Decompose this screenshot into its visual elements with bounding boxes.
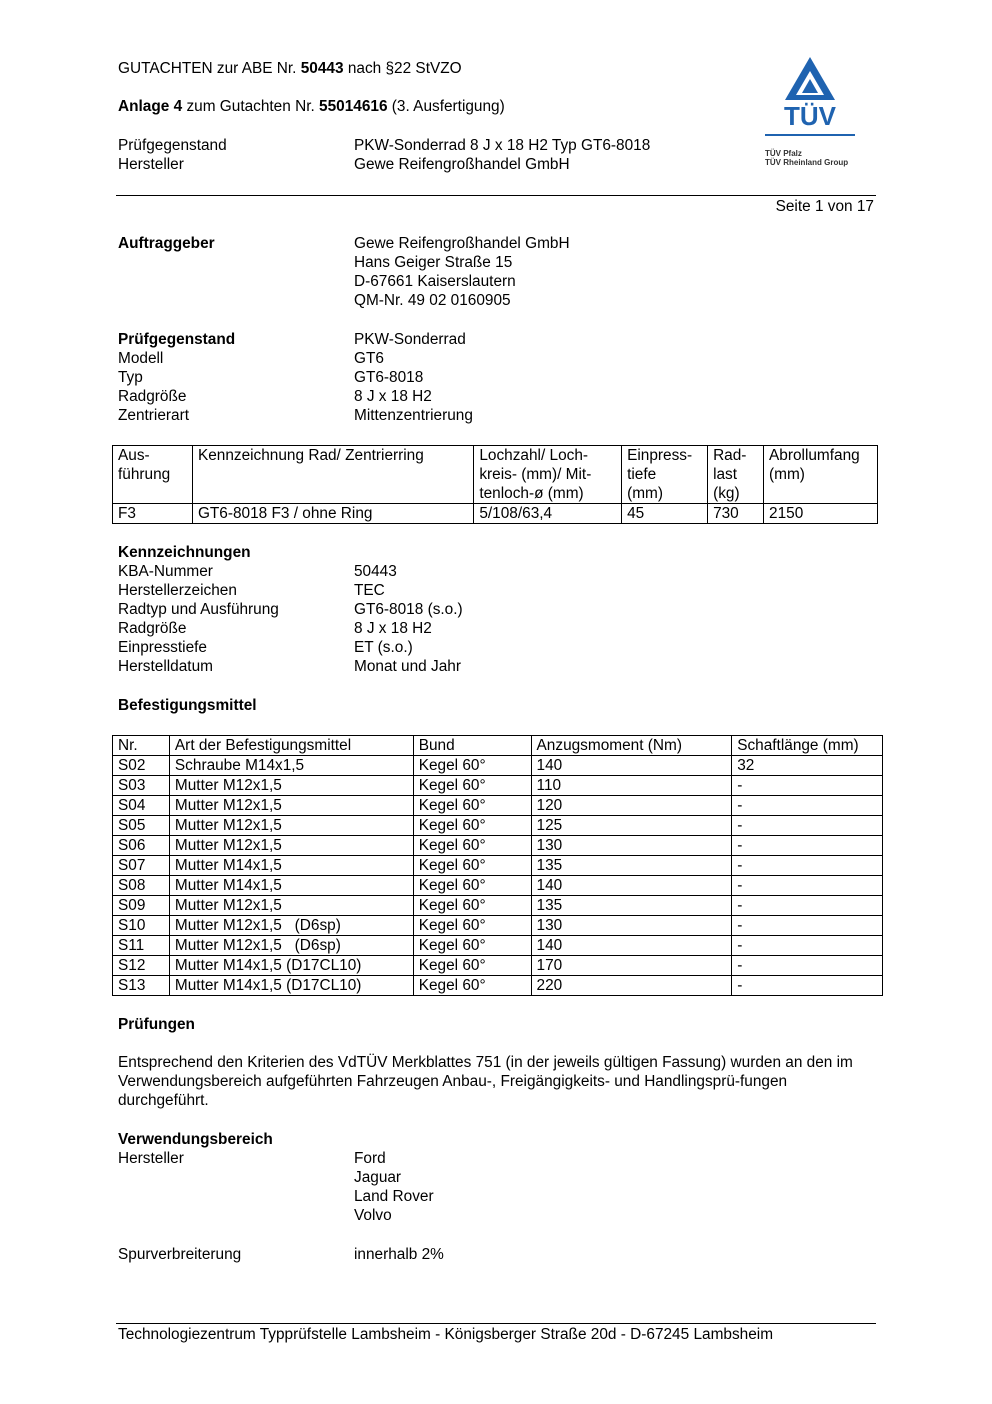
- footer-text: Technologiezentrum Typprüfstelle Lambsheim - Königsberger Straße 20d - D-67245 Lambsheim: [118, 1326, 774, 1343]
- hersteller-item: Volvo: [354, 1207, 392, 1224]
- auftraggeber-label: Auftraggeber: [118, 235, 215, 252]
- tuv-triangle-icon: [760, 54, 860, 104]
- verwendungsbereich-hersteller-label: Hersteller: [118, 1150, 184, 1167]
- header-hersteller-label: Hersteller: [118, 156, 184, 173]
- table-header-cell: Kennzeichnung Rad/ Zentrierring: [192, 446, 473, 504]
- table-header-row: [113, 446, 878, 504]
- table-row: [113, 876, 883, 896]
- table-cell: 110: [531, 776, 732, 796]
- table-cell: Mutter M12x1,5 (D6sp): [169, 916, 413, 936]
- table-cell: S10: [113, 916, 170, 936]
- table-cell: F3: [113, 504, 193, 524]
- hersteller-item: Jaguar: [354, 1169, 402, 1186]
- table-cell: S03: [113, 776, 170, 796]
- table-cell: Mutter M12x1,5 (D6sp): [169, 936, 413, 956]
- kv-row: Einpresstiefe ET (s.o.): [118, 639, 413, 656]
- table-cell: Mutter M12x1,5: [169, 836, 413, 856]
- table-cell: Mutter M14x1,5 (D17CL10): [169, 956, 413, 976]
- table-cell: Mutter M12x1,5: [169, 776, 413, 796]
- befestigung-table-body: [113, 756, 883, 996]
- table-cell: Kegel 60°: [413, 876, 531, 896]
- table-cell: 135: [531, 896, 732, 916]
- kv-row: Prüfgegenstand PKW-Sonderrad: [118, 331, 466, 348]
- table-cell: Kegel 60°: [413, 836, 531, 856]
- table-row: [113, 776, 883, 796]
- table-cell: S11: [113, 936, 170, 956]
- table-cell: Schraube M14x1,5: [169, 756, 413, 776]
- auftraggeber-line: QM-Nr. 49 02 0160905: [354, 292, 511, 309]
- table-cell: 130: [531, 916, 732, 936]
- kv-row: Herstelldatum Monat und Jahr: [118, 658, 461, 675]
- verwendungsbereich-title: Verwendungsbereich: [118, 1131, 273, 1148]
- kv-row: Herstellerzeichen TEC: [118, 582, 385, 599]
- table-cell: 125: [531, 816, 732, 836]
- table-cell: Mutter M12x1,5: [169, 816, 413, 836]
- spurverbreiterung-value: innerhalb 2%: [354, 1246, 444, 1263]
- table-row: [113, 936, 883, 956]
- tuv-logo: [760, 54, 860, 172]
- table-header-cell: Abrollumfang (mm): [764, 446, 878, 504]
- table-cell: 140: [531, 756, 732, 776]
- table-header-row: [113, 736, 883, 756]
- hersteller-item: Ford: [354, 1150, 386, 1167]
- table-cell: Kegel 60°: [413, 976, 531, 996]
- table-cell: 220: [531, 976, 732, 996]
- table-cell: -: [732, 956, 883, 976]
- table-row: [113, 756, 883, 776]
- table-cell: Mutter M12x1,5: [169, 896, 413, 916]
- table-cell: S07: [113, 856, 170, 876]
- auftraggeber-line: Hans Geiger Straße 15: [354, 254, 513, 271]
- kv-row: Modell GT6: [118, 350, 384, 367]
- table-header-cell: Rad- last (kg): [708, 446, 764, 504]
- table-cell: -: [732, 876, 883, 896]
- table-cell: 135: [531, 856, 732, 876]
- table-cell: -: [732, 916, 883, 936]
- table-header-cell: Art der Befestigungsmittel: [169, 736, 413, 756]
- table-cell: S08: [113, 876, 170, 896]
- table-cell: Kegel 60°: [413, 756, 531, 776]
- table-cell: S12: [113, 956, 170, 976]
- header-rule: [116, 195, 876, 196]
- table-cell: S13: [113, 976, 170, 996]
- table-cell: Kegel 60°: [413, 916, 531, 936]
- table-row: [113, 916, 883, 936]
- doc-title-line: GUTACHTEN zur ABE Nr. 50443 nach §22 StVZO: [118, 60, 462, 77]
- table-header-cell: Schaftlänge (mm): [732, 736, 883, 756]
- tuv-logo-sub2: TÜV Rheinland Group: [765, 158, 849, 167]
- table-cell: Mutter M12x1,5: [169, 796, 413, 816]
- tuv-logo-text: TÜV: [784, 101, 836, 131]
- page-info: Seite 1 von 17: [775, 198, 874, 215]
- table-cell: -: [732, 936, 883, 956]
- table-cell: 130: [531, 836, 732, 856]
- table-cell: Mutter M14x1,5: [169, 876, 413, 896]
- table-header-cell: Anzugsmoment (Nm): [531, 736, 732, 756]
- kv-row: Typ GT6-8018: [118, 369, 424, 386]
- header-hersteller-value: Gewe Reifengroßhandel GmbH: [354, 156, 570, 173]
- table-cell: 2150: [764, 504, 878, 524]
- ausfuehrung-table: [112, 445, 878, 524]
- pruefgegenstand-block: [118, 330, 473, 425]
- table-cell: Kegel 60°: [413, 896, 531, 916]
- kv-row: Radgröße 8 J x 18 H2: [118, 388, 432, 405]
- table-cell: Kegel 60°: [413, 776, 531, 796]
- table-cell: S05: [113, 816, 170, 836]
- table-cell: Kegel 60°: [413, 796, 531, 816]
- table-cell: Mutter M14x1,5: [169, 856, 413, 876]
- table-cell: GT6-8018 F3 / ohne Ring: [192, 504, 473, 524]
- table-row: [113, 836, 883, 856]
- table-cell: -: [732, 976, 883, 996]
- table-cell: 120: [531, 796, 732, 816]
- table-cell: 730: [708, 504, 764, 524]
- table-cell: Kegel 60°: [413, 856, 531, 876]
- table-cell: 140: [531, 876, 732, 896]
- table-cell: Mutter M14x1,5 (D17CL10): [169, 976, 413, 996]
- header-pruefgegenstand-value: PKW-Sonderrad 8 J x 18 H2 Typ GT6-8018: [354, 137, 651, 154]
- header-pruefgegenstand-label: Prüfgegenstand: [118, 137, 227, 154]
- table-header-cell: Nr.: [113, 736, 170, 756]
- table-cell: 32: [732, 756, 883, 776]
- table-header-cell: Lochzahl/ Loch- kreis- (mm)/ Mit- tenloch-ø (mm): [474, 446, 622, 504]
- table-row: [113, 956, 883, 976]
- table-cell: -: [732, 796, 883, 816]
- tuv-logo-sub1: TÜV Pfalz: [765, 149, 802, 158]
- table-cell: S04: [113, 796, 170, 816]
- kv-row: Zentrierart Mittenzentrierung: [118, 407, 473, 424]
- attachment-line: Anlage 4 zum Gutachten Nr. 55014616 (3. Ausfertigung): [118, 98, 505, 115]
- table-cell: -: [732, 856, 883, 876]
- hersteller-item: Land Rover: [354, 1188, 434, 1205]
- kennzeichnungen-block: [118, 543, 463, 676]
- table-row: [113, 976, 883, 996]
- kv-row: Radgröße 8 J x 18 H2: [118, 620, 432, 637]
- pruefungen-title: Prüfungen: [118, 1016, 195, 1033]
- auftraggeber-line: Gewe Reifengroßhandel GmbH: [354, 235, 570, 252]
- table-cell: 5/108/63,4: [474, 504, 622, 524]
- table-cell: 170: [531, 956, 732, 976]
- auftraggeber-line: D-67661 Kaiserslautern: [354, 273, 516, 290]
- table-row: [113, 796, 883, 816]
- table-cell: S02: [113, 756, 170, 776]
- befestigung-title: Befestigungsmittel: [118, 697, 257, 714]
- table-cell: Kegel 60°: [413, 816, 531, 836]
- pruefungen-text: Entsprechend den Kriterien des VdTÜV Merkblattes 751 (in der jeweils gültigen Fassung) wurden an den im Verwendungsbereich aufgeführten Fahrzeugen Anbau-, Freigängigkeits- und Handlingsprü-fungen durchgeführt.: [118, 1054, 853, 1109]
- table-row: [113, 504, 878, 524]
- kv-row: KBA-Nummer 50443: [118, 563, 397, 580]
- footer-rule: [116, 1323, 876, 1324]
- table-cell: -: [732, 816, 883, 836]
- table-header-cell: Aus- führung: [113, 446, 193, 504]
- table-cell: -: [732, 776, 883, 796]
- table-cell: Kegel 60°: [413, 936, 531, 956]
- table-cell: 45: [622, 504, 708, 524]
- table-row: [113, 896, 883, 916]
- spurverbreiterung-label: Spurverbreiterung: [118, 1246, 242, 1263]
- table-cell: S09: [113, 896, 170, 916]
- table-row: [113, 816, 883, 836]
- kv-row: Radtyp und Ausführung GT6-8018 (s.o.): [118, 601, 463, 618]
- table-cell: 140: [531, 936, 732, 956]
- befestigung-table: [112, 735, 883, 996]
- table-header-cell: Einpress- tiefe (mm): [622, 446, 708, 504]
- table-cell: Kegel 60°: [413, 956, 531, 976]
- table-header-cell: Bund: [413, 736, 531, 756]
- table-row: [113, 856, 883, 876]
- table-cell: -: [732, 896, 883, 916]
- table-cell: S06: [113, 836, 170, 856]
- table-cell: -: [732, 836, 883, 856]
- tuv-logo-rule: [765, 134, 855, 136]
- section-title: Kennzeichnungen: [118, 544, 251, 561]
